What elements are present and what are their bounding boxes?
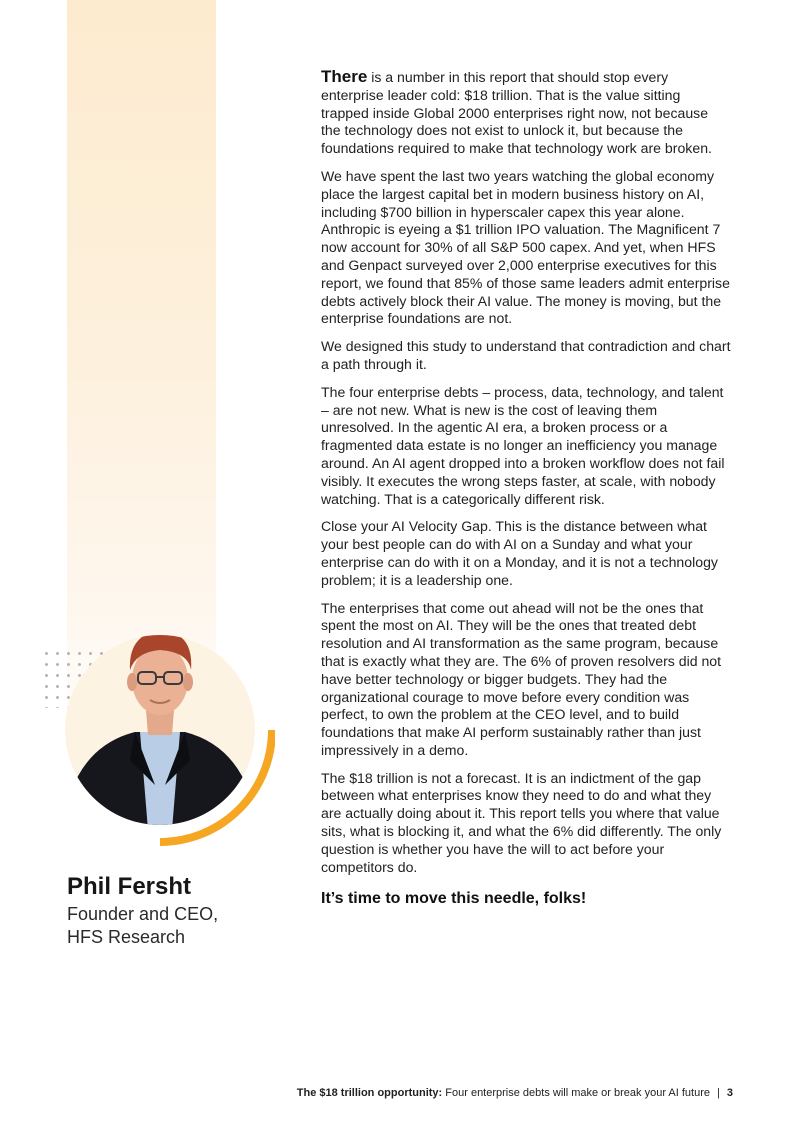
lead-word: There (321, 67, 368, 86)
footer-separator: | (717, 1087, 720, 1099)
page-footer (297, 1087, 733, 1099)
author-name: Phil Fersht (67, 873, 192, 900)
paragraph-capital-bet: We have spent the last two years watching the global economy place the largest capital bet in modern business history on AI, including $700 billion in hyperscaler capex this year alone. Anthropic is eyeing a $1 trillion IPO valuation. The Magnificent 7 now account for 30% of all S&P 500 capex. And yet, when HFS and Genpact surveyed over 2,000 enterprise executives for this report, we found that 85% of those same leaders admit enterprise debts actively block their AI value. The money is moving, but the enterprise foundations are not. (321, 167, 730, 327)
paragraph-conclusion: The $18 trillion is not a forecast. It is an indictment of the gap between what enterprises know they need to do and what they are actually doing about it. This report tells you where that value sits, what is blocking it, and what the 6% did differently. The only question is whether you have the will to act before your competitors do. (321, 769, 722, 875)
paragraph-intro (321, 68, 731, 158)
paragraph-study-purpose: We designed this study to understand that contradiction and chart a path through it. (321, 338, 731, 372)
paragraph-winners: The enterprises that come out ahead will not be the ones that spent the most on AI. They will be the ones that treated debt resolution and AI transformation as the same program, because that is exactly what they are. The 6% of proven resolvers did not have better technology or bigger budgets. They had the organizational courage to move before every condition was perfect, to own the problem at the CEO level, and to build foundations that make AI perform sustainably rather than just impressively in a demo. (321, 599, 722, 758)
author-organization: HFS Research (67, 927, 186, 947)
author-role (67, 903, 287, 949)
footer-report-title: The $18 trillion opportunity: (296, 1087, 443, 1099)
author-portrait (60, 600, 275, 850)
paragraph-four-debts: The four enterprise debts – process, data, technology, and talent – are not new. What is new is the cost of leaving them unresolved. In the agentic AI era, a broken process or a fragmented data estate is no longer an inefficiency you manage around. An AI agent dropped into a broken workflow does not fail visibly. It executes the wrong steps faster, at scale, with nobody watching. That is a categorically different risk. (321, 383, 725, 507)
intro-text: is a number in this report that should stop every enterprise leader cold: $18 trillion. That is the value sitting trapped inside Global 2000 enterprises right now, not because the technology does not exist to unlock it, but because the foundations required to make that technology work are broken. (321, 69, 712, 157)
closing-statement: It’s time to move this needle, folks! (321, 890, 587, 908)
article-body (321, 68, 731, 918)
paragraph-velocity-gap: Close your AI Velocity Gap. This is the distance between what your best people can do with AI on a Sunday and what your enterprise can do with it on a Monday, and it is not a technology problem; it is a leadership one. (321, 518, 718, 588)
author-title: Founder and CEO, (67, 904, 219, 924)
footer-report-subtitle: Four enterprise debts will make or break your AI future (442, 1087, 711, 1099)
page-number: 3 (726, 1087, 733, 1099)
